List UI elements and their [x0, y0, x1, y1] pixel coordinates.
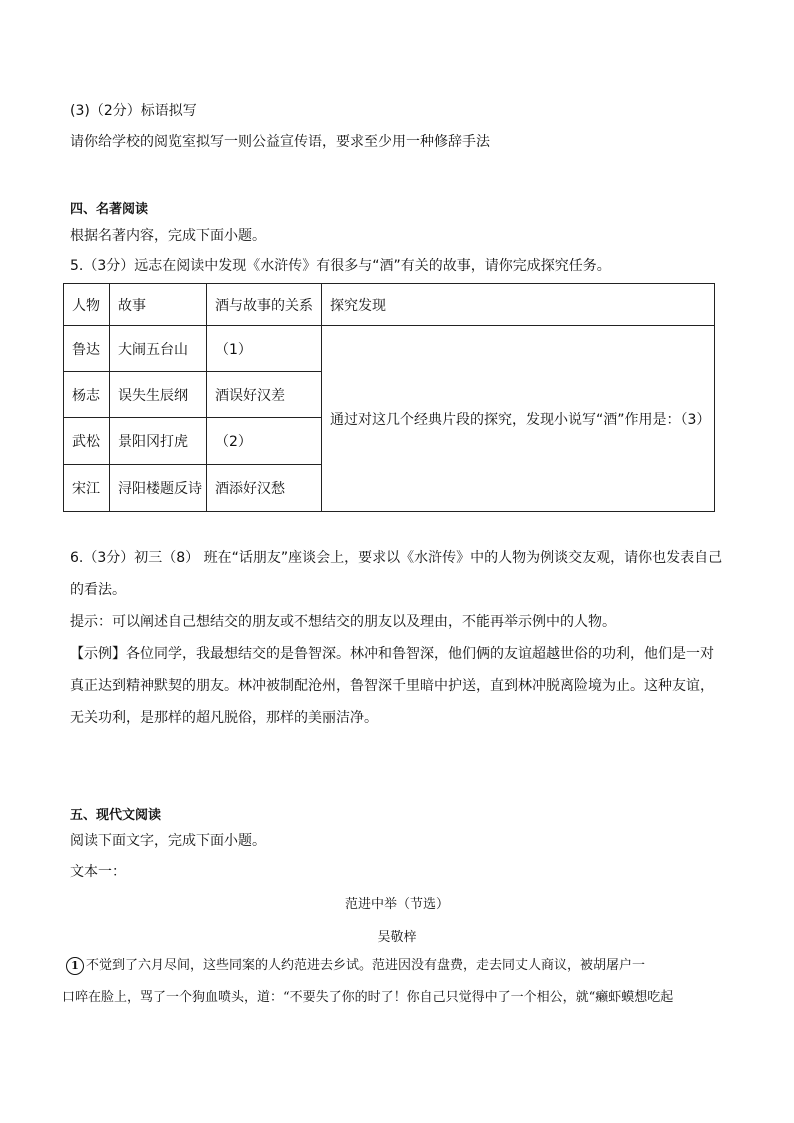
- table-header-cell: 故事: [110, 284, 207, 326]
- table-cell-relation: 酒误好汉差: [207, 372, 322, 418]
- paragraph-text: 不觉到了六月尽间，这些同案的人约范进去乡试。范进因没有盘费，走去同丈人商议，被胡屠户一: [86, 958, 646, 973]
- q5-table: [63, 283, 715, 512]
- table-header-cell: 酒与故事的关系: [207, 284, 322, 326]
- q3-prompt: 请你给学校的阅览室拟写一则公益宣传语，要求至少用一种修辞手法: [70, 134, 490, 150]
- table-cell-finding: 通过对这几个经典片段的探究，发现小说写“酒”作用是：（3）: [322, 326, 715, 512]
- q6-hint: 提示：可以阐述自己想结交的朋友或不想结交的朋友以及理由，不能再举示例中的人物。: [70, 614, 616, 630]
- q6-example-line2: 真正达到精神默契的朋友。林冲被制配沧州，鲁智深千里暗中护送，直到林冲脱离险境为止。这种友谊，: [70, 678, 714, 694]
- table-header-row: [64, 284, 715, 326]
- q3-title: (3)（2分）标语拟写: [70, 103, 197, 119]
- table-header-cell: 探究发现: [322, 284, 715, 326]
- section5-heading: 五、现代文阅读: [70, 808, 162, 823]
- table-cell-relation: （2）: [207, 418, 322, 465]
- q5-prompt: 5.（3分）远志在阅读中发现《水浒传》有很多与“酒”有关的故事，请你完成探究任务。: [70, 258, 611, 274]
- section5-instruction: 阅读下面文字，完成下面小题。: [70, 833, 266, 849]
- table-cell-character: 杨志: [64, 372, 110, 418]
- table-cell-character: 武松: [64, 418, 110, 465]
- article-author: 吴敬梓: [377, 930, 417, 945]
- article-paragraph-line2: 口啐在脸上，骂了一个狗血喷头，道：“不要失了你的时了！你自己只觉得中了一个相公，就“癞虾蟆想吃起: [62, 990, 674, 1005]
- article-title: 范进中举（节选）: [344, 897, 449, 912]
- q6-example-line3: 无关功利，是那样的超凡脱俗，那样的美丽洁净。: [70, 710, 378, 726]
- table-cell-story: 大闹五台山: [110, 326, 207, 372]
- table-cell-story: 误失生辰纲: [110, 372, 207, 418]
- q6-example-line1: 【示例】各位同学，我最想结交的是鲁智深。林冲和鲁智深，他们俩的友谊超越世俗的功利，他们是一对: [70, 646, 714, 662]
- table-cell-character: 宋江: [64, 465, 110, 512]
- paragraph-number: 1: [66, 957, 84, 975]
- section4-heading: 四、名著阅读: [70, 202, 149, 217]
- table-cell-relation: （1）: [207, 326, 322, 372]
- q6-prompt-line1: 6.（3分）初三（8） 班在“话朋友”座谈会上，要求以《水浒传》中的人物为例谈交友观，请你也发表自己: [70, 550, 723, 566]
- table-cell-character: 鲁达: [64, 326, 110, 372]
- table-cell-story: 景阳冈打虎: [110, 418, 207, 465]
- table-cell-relation: 酒添好汉愁: [207, 465, 322, 512]
- table-row: [64, 326, 715, 372]
- table-cell-story: 浔阳楼题反诗: [110, 465, 207, 512]
- article-paragraph-line1: [66, 956, 645, 976]
- q6-prompt-line2: 的看法。: [70, 582, 126, 598]
- text-label: 文本一：: [70, 864, 126, 880]
- table-header-cell: 人物: [64, 284, 110, 326]
- section4-instruction: 根据名著内容，完成下面小题。: [70, 228, 266, 244]
